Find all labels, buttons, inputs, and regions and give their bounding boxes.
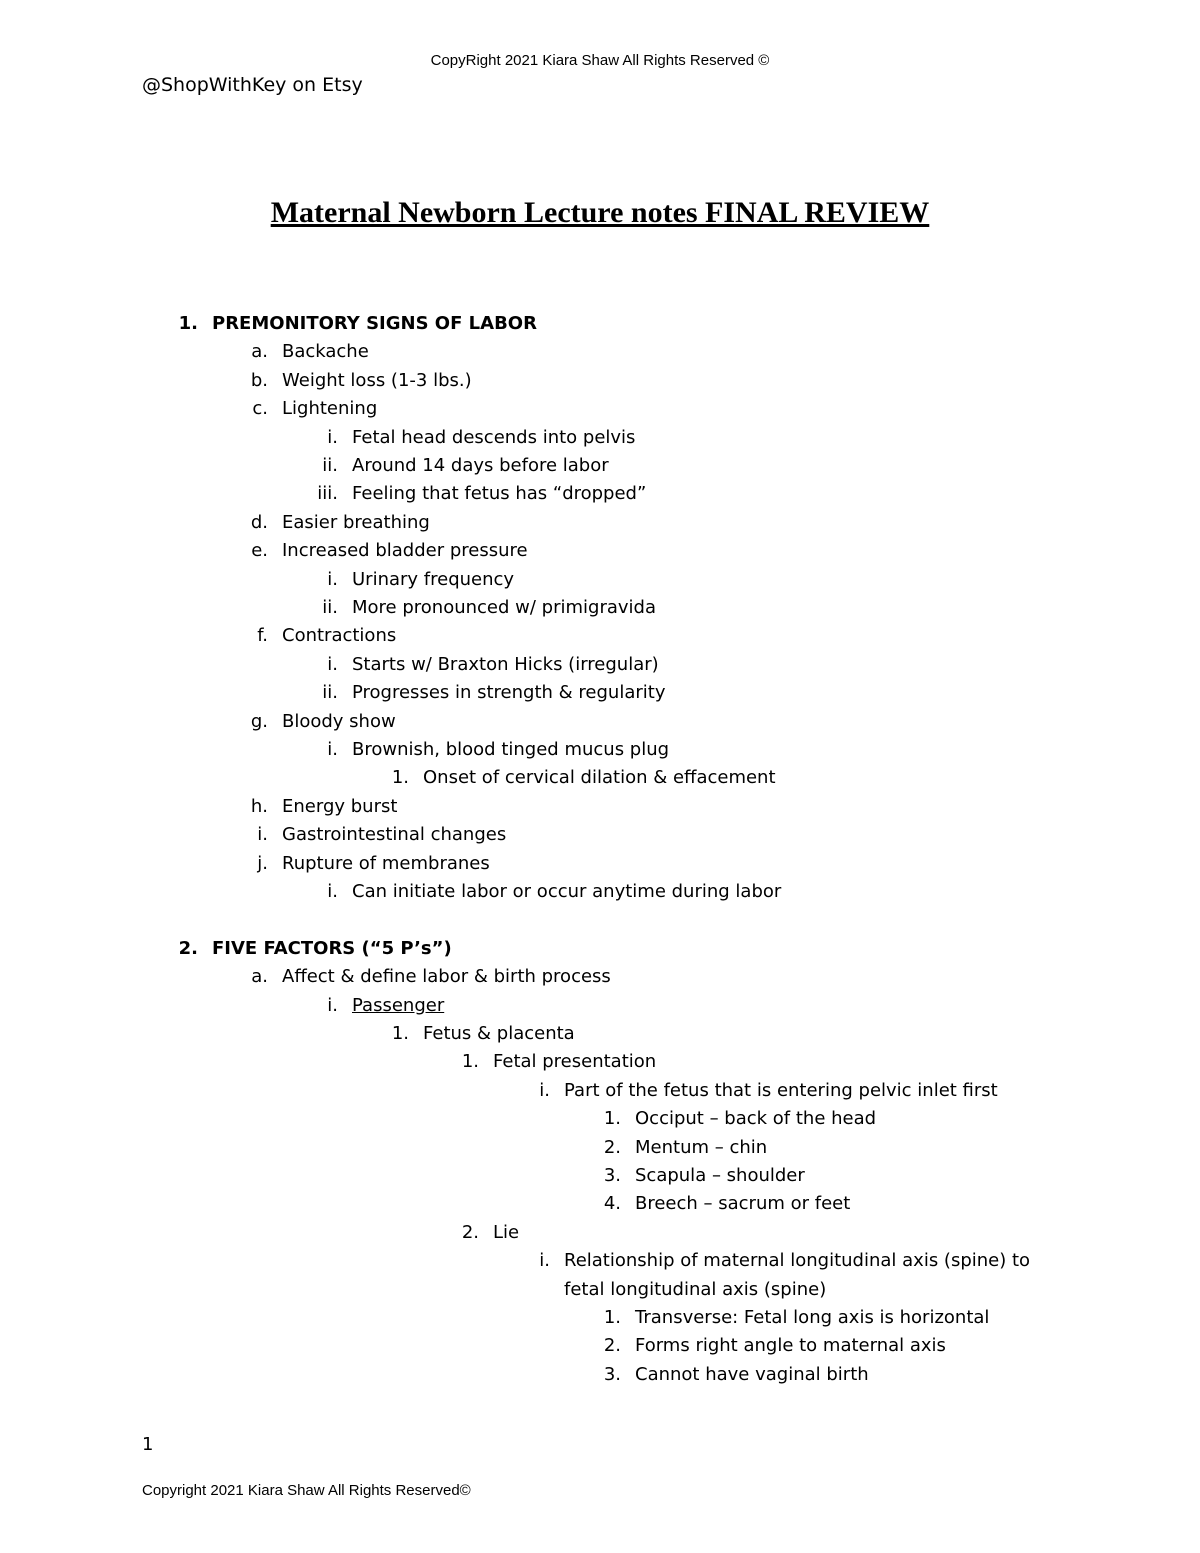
outline-marker: g. (250, 711, 268, 732)
outline-marker: d. (250, 512, 268, 533)
outline-marker: 1. (391, 767, 409, 788)
outline-marker: j. (257, 853, 268, 874)
outline-text: Passenger (352, 995, 445, 1016)
outline-marker: a. (251, 966, 268, 987)
outline-text: Scapula – shoulder (635, 1165, 805, 1186)
outline-text: Fetal presentation (493, 1051, 657, 1072)
outline-text: Fetus & placenta (423, 1023, 575, 1044)
outline-marker: b. (250, 370, 268, 391)
outline-text: Increased bladder pressure (282, 540, 528, 561)
outline-text: Progresses in strength & regularity (352, 682, 666, 703)
outline-text: Easier breathing (282, 512, 430, 533)
outline-marker: i. (327, 654, 338, 675)
outline-text: Starts w/ Braxton Hicks (irregular) (352, 654, 659, 675)
outline-text: Weight loss (1-3 lbs.) (282, 370, 472, 391)
outline-text: Bloody show (282, 711, 396, 732)
outline-text: Feeling that fetus has “dropped” (352, 483, 647, 504)
outline-marker: 2. (603, 1335, 621, 1356)
outline-text: PREMONITORY SIGNS OF LABOR (212, 313, 537, 334)
outline-text: Gastrointestinal changes (282, 824, 507, 845)
outline-marker: 1. (603, 1307, 621, 1328)
outline-text: Part of the fetus that is entering pelvic inlet first (564, 1080, 998, 1101)
outline-text: Lightening (282, 398, 378, 419)
outline-text: More pronounced w/ primigravida (352, 597, 656, 618)
outline-marker: i. (539, 1250, 550, 1271)
outline-marker: iii. (317, 483, 338, 504)
outline-marker: 2. (461, 1222, 479, 1243)
outline-text: Lie (493, 1222, 520, 1243)
outline-marker: i. (539, 1080, 550, 1101)
outline-marker: 2. (178, 938, 198, 959)
outline-text: Affect & define labor & birth process (282, 966, 611, 987)
outline-text: Transverse: Fetal long axis is horizontal (635, 1307, 990, 1328)
footer-copyright: Copyright 2021 Kiara Shaw All Rights Reserved© (142, 1482, 471, 1499)
header-shop-handle: @ShopWithKey on Etsy (142, 74, 363, 96)
outline-marker: h. (250, 796, 268, 817)
outline-marker: 1. (178, 313, 198, 334)
outline-marker: i. (257, 824, 268, 845)
outline-marker: 3. (603, 1364, 621, 1385)
outline-marker: i. (327, 569, 338, 590)
outline-text: Fetal head descends into pelvis (352, 427, 636, 448)
outline-marker: i. (327, 427, 338, 448)
outline-marker: ii. (322, 597, 338, 618)
outline-text: Energy burst (282, 796, 398, 817)
outline-marker: i. (327, 995, 338, 1016)
outline-marker: 4. (603, 1193, 621, 1214)
outline-text: Mentum – chin (635, 1137, 768, 1158)
outline-marker: a. (251, 341, 268, 362)
outline-marker: f. (257, 625, 268, 646)
outline-text: Brownish, blood tinged mucus plug (352, 739, 670, 760)
outline-marker: 3. (603, 1165, 621, 1186)
outline-text: Can initiate labor or occur anytime during labor (352, 881, 782, 902)
outline-marker: 1. (461, 1051, 479, 1072)
outline-marker: i. (327, 739, 338, 760)
outline-text: Contractions (282, 625, 397, 646)
outline-text: Forms right angle to maternal axis (635, 1335, 946, 1356)
outline-text: Around 14 days before labor (352, 455, 609, 476)
outline-text: Relationship of maternal longitudinal axis (spine) to (564, 1250, 1031, 1271)
outline-text: Breech – sacrum or feet (635, 1193, 851, 1214)
outline-text: Cannot have vaginal birth (635, 1364, 869, 1385)
outline-text: fetal longitudinal axis (spine) (564, 1279, 827, 1300)
outline-text: Occiput – back of the head (635, 1108, 877, 1129)
outline-marker: 1. (391, 1023, 409, 1044)
outline-marker: e. (251, 540, 268, 561)
outline-marker: ii. (322, 682, 338, 703)
outline-text: Backache (282, 341, 369, 362)
page-number: 1 (142, 1434, 154, 1455)
outline-text: Urinary frequency (352, 569, 515, 590)
outline-marker: 2. (603, 1137, 621, 1158)
document-title: Maternal Newborn Lecture notes FINAL REVIEW (270, 196, 930, 229)
outline-text: FIVE FACTORS (“5 P’s”) (212, 938, 452, 959)
outline-marker: i. (327, 881, 338, 902)
outline-marker: c. (252, 398, 268, 419)
outline-text: Rupture of membranes (282, 853, 490, 874)
outline-marker: 1. (603, 1108, 621, 1129)
outline-text: Onset of cervical dilation & effacement (423, 767, 776, 788)
header-copyright: CopyRight 2021 Kiara Shaw All Rights Reserved © (430, 52, 770, 69)
outline-marker: ii. (322, 455, 338, 476)
